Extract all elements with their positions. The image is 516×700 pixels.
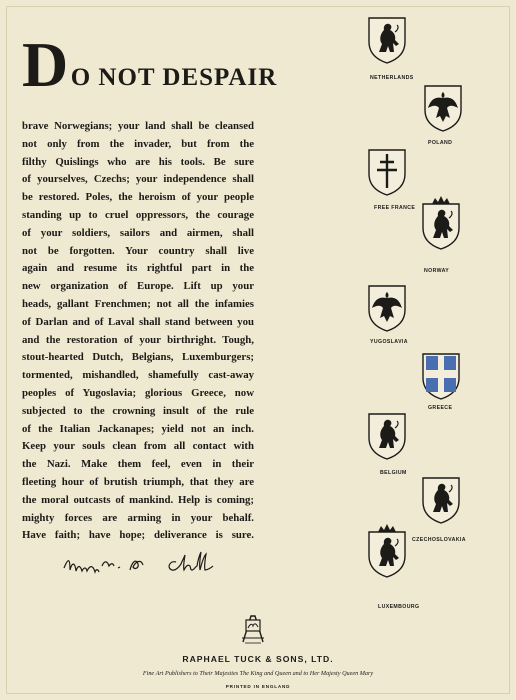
body-line: not be forgotten. Your country shall live	[22, 244, 254, 257]
crest-label: NORWAY	[424, 268, 450, 274]
easel-palette-icon	[238, 612, 268, 646]
body-line: mighty forces are arming in your behalf.	[22, 511, 254, 524]
crest-label: FREE FRANCE	[374, 205, 416, 211]
body-line: brave Norwegians; your land shall be cleansed	[22, 120, 254, 132]
crest-label: CZECHOSLOVAKIA	[412, 537, 466, 543]
crest-label: LUXEMBOURG	[378, 604, 420, 610]
crest-label: YUGOSLAVIA	[370, 339, 408, 345]
crest-label: POLAND	[428, 140, 453, 146]
body-line: again and resume its rightful part in the	[22, 262, 254, 275]
crest-label: NETHERLANDS	[370, 75, 414, 81]
body-line: heads, gallant Frenchmen; not all the infamies	[22, 297, 254, 310]
body-line: filthy Quislings who are his tools. Be sure	[22, 155, 254, 168]
body-line: of your soldiers, sailors and airmen, shall	[22, 226, 254, 239]
crest-label: BELGIUM	[380, 470, 407, 476]
body-line: the moral outcasts of mankind. Help is coming;	[22, 493, 254, 506]
printed-in-england: PRINTED IN ENGLAND	[225, 684, 291, 689]
publisher-logo	[238, 612, 268, 646]
cross-of-lorraine-crest-icon	[364, 140, 410, 196]
body-line: subjected to the crowning insult of the rule	[22, 404, 254, 417]
body-text	[22, 118, 254, 545]
body-line: peoples of Yugoslavia; glorious Greece, now	[22, 386, 254, 399]
crest-label: GREECE	[428, 405, 453, 411]
body-line: standing up to cruel oppressors, the courage	[22, 208, 254, 221]
body-line: stout-hearted Dutch, Belgians, Luxemburgers;	[22, 351, 254, 364]
body-line: new organization of Europe. Lift up your	[22, 280, 254, 293]
body-line: Have faith; have hope; deliverance is sure.	[22, 529, 254, 542]
publisher-name: RAPHAEL TUCK & SONS, LTD.	[182, 654, 334, 664]
title-initial: D	[22, 29, 69, 100]
page-title	[22, 29, 278, 100]
signature-icon	[58, 544, 258, 584]
body-line: and the restoration of your birthright. Tough,	[22, 333, 254, 346]
netherlands-lion-crest-icon	[364, 8, 410, 64]
yugoslavia-eagle-crest-icon	[364, 276, 410, 332]
greece-cross-crest-icon	[418, 344, 464, 400]
body-line: of yourselves, Czechs; your independence shall	[22, 173, 254, 186]
norway-lion-crest-icon	[418, 194, 464, 250]
body-line: the Nazi. Make them feel, even in their	[22, 458, 254, 471]
body-line: not only from the invader, but from the	[22, 137, 254, 150]
belgium-lion-crest-icon	[364, 404, 410, 460]
body-line: of Darlan and of Laval shall stand between you	[22, 315, 254, 328]
czechoslovakia-lion-crest-icon	[418, 468, 464, 524]
publisher-subtitle: Fine Art Publishers to Their Majesties The King and Queen and to Her Majesty Queen Mary	[142, 670, 374, 677]
body-line: be restored. Poles, the heroism of your people	[22, 191, 254, 204]
body-line: Keep your souls clean from all contact with	[22, 440, 254, 453]
body-line: fleeting hour of brutish triumph, that they are	[22, 475, 254, 488]
signature	[58, 544, 258, 584]
body-line: of the Italian Jackanapes; yield not an inch.	[22, 422, 254, 435]
body-line: tormented, mishandled, shamefully cast-away	[22, 369, 254, 382]
title-rest: O NOT DESPAIR	[70, 64, 278, 91]
luxembourg-lion-crest-icon	[364, 522, 410, 578]
poland-eagle-crest-icon	[420, 76, 466, 132]
